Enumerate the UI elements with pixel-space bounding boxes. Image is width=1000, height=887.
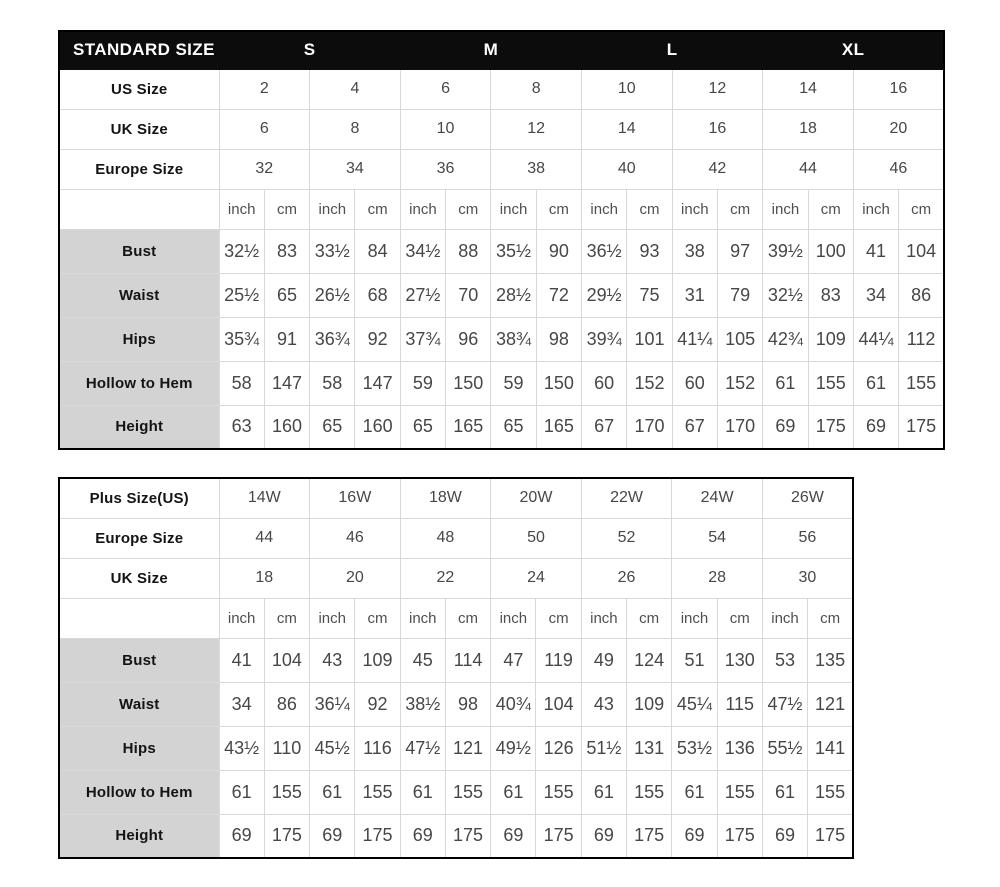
measurement-value-cell: 147 bbox=[355, 361, 400, 405]
measurement-value-cell: 121 bbox=[445, 726, 490, 770]
unit-cell-inch: inch bbox=[400, 189, 445, 229]
measurement-value-cell: 49½ bbox=[491, 726, 536, 770]
measurement-value-cell: 147 bbox=[264, 361, 309, 405]
measurement-value-cell: 39¾ bbox=[582, 317, 627, 361]
measurement-value-cell: 141 bbox=[808, 726, 853, 770]
measurement-value-cell: 69 bbox=[219, 814, 264, 858]
measurement-value-cell: 175 bbox=[717, 814, 762, 858]
size-value-cell: 6 bbox=[219, 109, 310, 149]
measurement-value-cell: 131 bbox=[627, 726, 672, 770]
measurement-value-cell: 49 bbox=[581, 638, 626, 682]
size-value-cell: 16 bbox=[853, 69, 944, 109]
measurement-value-cell: 135 bbox=[808, 638, 853, 682]
measurement-value-cell: 60 bbox=[582, 361, 627, 405]
measurement-row bbox=[59, 317, 944, 361]
measurement-value-cell: 83 bbox=[264, 229, 309, 273]
row-label: US Size bbox=[59, 69, 219, 109]
measurement-value-cell: 47½ bbox=[762, 682, 807, 726]
unit-cell-inch: inch bbox=[763, 189, 808, 229]
measurement-value-cell: 109 bbox=[355, 638, 400, 682]
measurement-value-cell: 155 bbox=[627, 770, 672, 814]
measurement-value-cell: 104 bbox=[536, 682, 581, 726]
measurement-value-cell: 175 bbox=[536, 814, 581, 858]
row-label: Plus Size(US) bbox=[59, 478, 219, 518]
measurement-value-cell: 65 bbox=[400, 405, 445, 449]
measurement-value-cell: 100 bbox=[808, 229, 853, 273]
size-value-cell: 18 bbox=[763, 109, 854, 149]
measurement-value-cell: 32½ bbox=[763, 273, 808, 317]
measurement-value-cell: 69 bbox=[310, 814, 355, 858]
measurement-value-cell: 26½ bbox=[310, 273, 355, 317]
size-value-cell: 54 bbox=[672, 518, 763, 558]
measurement-value-cell: 165 bbox=[446, 405, 491, 449]
unit-cell-inch: inch bbox=[581, 598, 626, 638]
measurement-value-cell: 91 bbox=[264, 317, 309, 361]
size-value-cell: 18W bbox=[400, 478, 491, 518]
measurement-value-cell: 61 bbox=[763, 361, 808, 405]
measurement-value-cell: 61 bbox=[672, 770, 717, 814]
row-label: Europe Size bbox=[59, 149, 219, 189]
table-header-row bbox=[59, 31, 944, 69]
size-value-cell: 12 bbox=[672, 69, 763, 109]
measurement-value-cell: 75 bbox=[627, 273, 672, 317]
unit-cell-cm: cm bbox=[446, 189, 491, 229]
measurement-value-cell: 175 bbox=[355, 814, 400, 858]
size-value-cell: 38 bbox=[491, 149, 582, 189]
measurement-value-cell: 61 bbox=[219, 770, 264, 814]
row-label: Europe Size bbox=[59, 518, 219, 558]
unit-cell-inch: inch bbox=[672, 189, 717, 229]
unit-cell-cm: cm bbox=[536, 189, 581, 229]
unit-cell-inch: inch bbox=[219, 598, 264, 638]
measurement-value-cell: 109 bbox=[808, 317, 853, 361]
size-value-cell: 14 bbox=[582, 109, 673, 149]
group-header-xl: XL bbox=[763, 31, 944, 69]
size-row bbox=[59, 478, 853, 518]
measurement-value-cell: 119 bbox=[536, 638, 581, 682]
size-value-cell: 24 bbox=[491, 558, 582, 598]
unit-cell-inch: inch bbox=[400, 598, 445, 638]
measurement-value-cell: 155 bbox=[899, 361, 944, 405]
measurement-value-cell: 61 bbox=[491, 770, 536, 814]
unit-cell-cm: cm bbox=[355, 189, 400, 229]
unit-cell-cm: cm bbox=[536, 598, 581, 638]
measurement-value-cell: 165 bbox=[536, 405, 581, 449]
measurement-value-cell: 35¾ bbox=[219, 317, 264, 361]
measurement-value-cell: 37¾ bbox=[400, 317, 445, 361]
measurement-value-cell: 155 bbox=[355, 770, 400, 814]
size-value-cell: 14 bbox=[763, 69, 854, 109]
size-value-cell: 40 bbox=[582, 149, 673, 189]
measurement-value-cell: 41 bbox=[219, 638, 264, 682]
measurement-value-cell: 175 bbox=[264, 814, 309, 858]
measurement-value-cell: 61 bbox=[581, 770, 626, 814]
size-value-cell: 20 bbox=[310, 558, 401, 598]
unit-cell-inch: inch bbox=[219, 189, 264, 229]
measurement-value-cell: 84 bbox=[355, 229, 400, 273]
measurement-value-cell: 112 bbox=[899, 317, 944, 361]
measurement-value-cell: 59 bbox=[400, 361, 445, 405]
measurement-value-cell: 35½ bbox=[491, 229, 536, 273]
unit-cell-inch: inch bbox=[582, 189, 627, 229]
size-value-cell: 10 bbox=[400, 109, 491, 149]
measurement-value-cell: 70 bbox=[446, 273, 491, 317]
measurement-value-cell: 155 bbox=[264, 770, 309, 814]
unit-cell-cm: cm bbox=[808, 189, 853, 229]
measurement-value-cell: 69 bbox=[400, 814, 445, 858]
unit-row-spacer bbox=[59, 189, 219, 229]
measurement-value-cell: 97 bbox=[717, 229, 762, 273]
size-value-cell: 46 bbox=[853, 149, 944, 189]
measurement-value-cell: 69 bbox=[763, 405, 808, 449]
unit-cell-cm: cm bbox=[808, 598, 853, 638]
size-value-cell: 10 bbox=[582, 69, 673, 109]
unit-cell-cm: cm bbox=[264, 598, 309, 638]
size-row bbox=[59, 109, 944, 149]
measurement-value-cell: 38¾ bbox=[491, 317, 536, 361]
measurement-value-cell: 65 bbox=[264, 273, 309, 317]
measurement-value-cell: 69 bbox=[581, 814, 626, 858]
size-value-cell: 2 bbox=[219, 69, 310, 109]
measurement-value-cell: 59 bbox=[491, 361, 536, 405]
measurement-value-cell: 175 bbox=[627, 814, 672, 858]
measurement-value-cell: 43 bbox=[310, 638, 355, 682]
measurement-value-cell: 115 bbox=[717, 682, 762, 726]
measurement-value-cell: 110 bbox=[264, 726, 309, 770]
unit-row bbox=[59, 598, 853, 638]
measurement-value-cell: 33½ bbox=[310, 229, 355, 273]
measurement-value-cell: 160 bbox=[264, 405, 309, 449]
measurement-value-cell: 170 bbox=[627, 405, 672, 449]
measurement-value-cell: 55½ bbox=[762, 726, 807, 770]
size-value-cell: 26 bbox=[581, 558, 672, 598]
row-label: Bust bbox=[59, 229, 219, 273]
measurement-value-cell: 28½ bbox=[491, 273, 536, 317]
row-label: Height bbox=[59, 405, 219, 449]
unit-row-spacer bbox=[59, 598, 219, 638]
size-value-cell: 8 bbox=[310, 109, 401, 149]
size-row bbox=[59, 518, 853, 558]
size-value-cell: 4 bbox=[310, 69, 401, 109]
measurement-value-cell: 65 bbox=[491, 405, 536, 449]
row-label: Hips bbox=[59, 726, 219, 770]
measurement-value-cell: 83 bbox=[808, 273, 853, 317]
measurement-value-cell: 42¾ bbox=[763, 317, 808, 361]
measurement-value-cell: 53 bbox=[762, 638, 807, 682]
measurement-value-cell: 126 bbox=[536, 726, 581, 770]
measurement-value-cell: 98 bbox=[445, 682, 490, 726]
measurement-value-cell: 53½ bbox=[672, 726, 717, 770]
size-value-cell: 18 bbox=[219, 558, 310, 598]
measurement-value-cell: 67 bbox=[672, 405, 717, 449]
unit-cell-cm: cm bbox=[264, 189, 309, 229]
unit-cell-inch: inch bbox=[491, 189, 536, 229]
size-value-cell: 50 bbox=[491, 518, 582, 558]
measurement-value-cell: 79 bbox=[717, 273, 762, 317]
measurement-value-cell: 61 bbox=[400, 770, 445, 814]
measurement-value-cell: 86 bbox=[264, 682, 309, 726]
size-value-cell: 36 bbox=[400, 149, 491, 189]
unit-cell-inch: inch bbox=[310, 598, 355, 638]
plus-size-table bbox=[58, 477, 854, 859]
size-row bbox=[59, 149, 944, 189]
unit-cell-inch: inch bbox=[310, 189, 355, 229]
measurement-value-cell: 93 bbox=[627, 229, 672, 273]
measurement-value-cell: 92 bbox=[355, 317, 400, 361]
measurement-value-cell: 65 bbox=[310, 405, 355, 449]
measurement-row bbox=[59, 361, 944, 405]
measurement-value-cell: 175 bbox=[808, 814, 853, 858]
measurement-value-cell: 114 bbox=[445, 638, 490, 682]
group-header-l: L bbox=[582, 31, 763, 69]
size-row bbox=[59, 69, 944, 109]
measurement-value-cell: 69 bbox=[853, 405, 898, 449]
standard-size-table bbox=[58, 30, 945, 450]
unit-row bbox=[59, 189, 944, 229]
size-value-cell: 24W bbox=[672, 478, 763, 518]
measurement-value-cell: 34 bbox=[853, 273, 898, 317]
row-label: Hollow to Hem bbox=[59, 770, 219, 814]
unit-cell-cm: cm bbox=[627, 189, 672, 229]
measurement-value-cell: 175 bbox=[445, 814, 490, 858]
measurement-value-cell: 29½ bbox=[582, 273, 627, 317]
measurement-value-cell: 124 bbox=[627, 638, 672, 682]
measurement-value-cell: 38 bbox=[672, 229, 717, 273]
measurement-value-cell: 45½ bbox=[310, 726, 355, 770]
measurement-row bbox=[59, 273, 944, 317]
measurement-value-cell: 36¾ bbox=[310, 317, 355, 361]
measurement-value-cell: 39½ bbox=[763, 229, 808, 273]
group-header-s: S bbox=[219, 31, 400, 69]
size-row bbox=[59, 558, 853, 598]
measurement-value-cell: 96 bbox=[446, 317, 491, 361]
measurement-value-cell: 36¼ bbox=[310, 682, 355, 726]
measurement-value-cell: 41 bbox=[853, 229, 898, 273]
size-value-cell: 16 bbox=[672, 109, 763, 149]
measurement-value-cell: 45¼ bbox=[672, 682, 717, 726]
size-value-cell: 22W bbox=[581, 478, 672, 518]
size-value-cell: 56 bbox=[762, 518, 853, 558]
measurement-row bbox=[59, 405, 944, 449]
measurement-row bbox=[59, 770, 853, 814]
unit-cell-cm: cm bbox=[355, 598, 400, 638]
measurement-value-cell: 41¼ bbox=[672, 317, 717, 361]
measurement-value-cell: 34½ bbox=[400, 229, 445, 273]
row-label: Waist bbox=[59, 682, 219, 726]
measurement-value-cell: 150 bbox=[536, 361, 581, 405]
measurement-value-cell: 61 bbox=[853, 361, 898, 405]
measurement-value-cell: 69 bbox=[762, 814, 807, 858]
measurement-value-cell: 155 bbox=[808, 361, 853, 405]
measurement-value-cell: 61 bbox=[310, 770, 355, 814]
measurement-value-cell: 88 bbox=[446, 229, 491, 273]
measurement-value-cell: 31 bbox=[672, 273, 717, 317]
measurement-value-cell: 61 bbox=[762, 770, 807, 814]
measurement-value-cell: 43½ bbox=[219, 726, 264, 770]
measurement-value-cell: 47 bbox=[491, 638, 536, 682]
measurement-value-cell: 86 bbox=[899, 273, 944, 317]
measurement-value-cell: 60 bbox=[672, 361, 717, 405]
measurement-row bbox=[59, 682, 853, 726]
unit-cell-inch: inch bbox=[491, 598, 536, 638]
measurement-value-cell: 92 bbox=[355, 682, 400, 726]
measurement-value-cell: 47½ bbox=[400, 726, 445, 770]
size-value-cell: 20W bbox=[491, 478, 582, 518]
size-value-cell: 30 bbox=[762, 558, 853, 598]
unit-cell-cm: cm bbox=[445, 598, 490, 638]
unit-cell-inch: inch bbox=[762, 598, 807, 638]
measurement-row bbox=[59, 814, 853, 858]
measurement-value-cell: 90 bbox=[536, 229, 581, 273]
group-header-m: M bbox=[400, 31, 581, 69]
row-label: UK Size bbox=[59, 558, 219, 598]
measurement-value-cell: 130 bbox=[717, 638, 762, 682]
size-value-cell: 16W bbox=[310, 478, 401, 518]
size-value-cell: 44 bbox=[763, 149, 854, 189]
measurement-value-cell: 27½ bbox=[400, 273, 445, 317]
size-value-cell: 48 bbox=[400, 518, 491, 558]
size-value-cell: 28 bbox=[672, 558, 763, 598]
measurement-value-cell: 175 bbox=[808, 405, 853, 449]
measurement-value-cell: 155 bbox=[536, 770, 581, 814]
size-value-cell: 52 bbox=[581, 518, 672, 558]
unit-cell-cm: cm bbox=[627, 598, 672, 638]
measurement-value-cell: 67 bbox=[582, 405, 627, 449]
measurement-value-cell: 109 bbox=[627, 682, 672, 726]
size-value-cell: 34 bbox=[310, 149, 401, 189]
unit-cell-inch: inch bbox=[672, 598, 717, 638]
measurement-value-cell: 51½ bbox=[581, 726, 626, 770]
size-value-cell: 42 bbox=[672, 149, 763, 189]
measurement-value-cell: 34 bbox=[219, 682, 264, 726]
measurement-value-cell: 51 bbox=[672, 638, 717, 682]
measurement-value-cell: 170 bbox=[717, 405, 762, 449]
measurement-value-cell: 58 bbox=[219, 361, 264, 405]
corner-header-label: STANDARD SIZE bbox=[59, 31, 219, 69]
measurement-value-cell: 43 bbox=[581, 682, 626, 726]
measurement-value-cell: 152 bbox=[717, 361, 762, 405]
measurement-value-cell: 160 bbox=[355, 405, 400, 449]
size-value-cell: 46 bbox=[310, 518, 401, 558]
size-value-cell: 14W bbox=[219, 478, 310, 518]
row-label: Hips bbox=[59, 317, 219, 361]
unit-cell-cm: cm bbox=[899, 189, 944, 229]
measurement-value-cell: 36½ bbox=[582, 229, 627, 273]
measurement-value-cell: 155 bbox=[445, 770, 490, 814]
size-value-cell: 20 bbox=[853, 109, 944, 149]
measurement-value-cell: 155 bbox=[717, 770, 762, 814]
row-label: Height bbox=[59, 814, 219, 858]
measurement-value-cell: 44¼ bbox=[853, 317, 898, 361]
measurement-row bbox=[59, 726, 853, 770]
measurement-row bbox=[59, 638, 853, 682]
measurement-value-cell: 69 bbox=[491, 814, 536, 858]
measurement-value-cell: 104 bbox=[264, 638, 309, 682]
measurement-row bbox=[59, 229, 944, 273]
unit-cell-cm: cm bbox=[717, 189, 762, 229]
measurement-value-cell: 45 bbox=[400, 638, 445, 682]
row-label: UK Size bbox=[59, 109, 219, 149]
measurement-value-cell: 150 bbox=[446, 361, 491, 405]
measurement-value-cell: 68 bbox=[355, 273, 400, 317]
measurement-value-cell: 63 bbox=[219, 405, 264, 449]
measurement-value-cell: 104 bbox=[899, 229, 944, 273]
size-value-cell: 44 bbox=[219, 518, 310, 558]
measurement-value-cell: 98 bbox=[536, 317, 581, 361]
size-value-cell: 26W bbox=[762, 478, 853, 518]
size-value-cell: 22 bbox=[400, 558, 491, 598]
measurement-value-cell: 121 bbox=[808, 682, 853, 726]
measurement-value-cell: 38½ bbox=[400, 682, 445, 726]
size-value-cell: 12 bbox=[491, 109, 582, 149]
measurement-value-cell: 32½ bbox=[219, 229, 264, 273]
measurement-value-cell: 175 bbox=[899, 405, 944, 449]
measurement-value-cell: 116 bbox=[355, 726, 400, 770]
measurement-value-cell: 69 bbox=[672, 814, 717, 858]
unit-cell-inch: inch bbox=[853, 189, 898, 229]
size-value-cell: 32 bbox=[219, 149, 310, 189]
measurement-value-cell: 40¾ bbox=[491, 682, 536, 726]
row-label: Bust bbox=[59, 638, 219, 682]
row-label: Waist bbox=[59, 273, 219, 317]
measurement-value-cell: 136 bbox=[717, 726, 762, 770]
measurement-value-cell: 72 bbox=[536, 273, 581, 317]
row-label: Hollow to Hem bbox=[59, 361, 219, 405]
size-value-cell: 8 bbox=[491, 69, 582, 109]
measurement-value-cell: 105 bbox=[717, 317, 762, 361]
measurement-value-cell: 101 bbox=[627, 317, 672, 361]
measurement-value-cell: 58 bbox=[310, 361, 355, 405]
measurement-value-cell: 155 bbox=[808, 770, 853, 814]
unit-cell-cm: cm bbox=[717, 598, 762, 638]
measurement-value-cell: 25½ bbox=[219, 273, 264, 317]
measurement-value-cell: 152 bbox=[627, 361, 672, 405]
size-value-cell: 6 bbox=[400, 69, 491, 109]
